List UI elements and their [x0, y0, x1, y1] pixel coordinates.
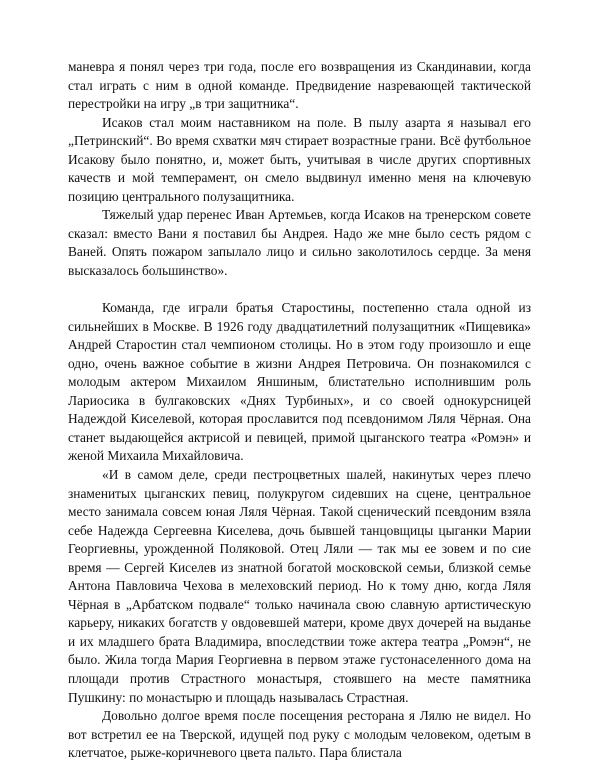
- paragraph-6: Довольно долгое время после посещения ресторана я Лялю не видел. Но вот встретил ее на Тверской, идущей под руку с молодым человеком, одетым в клетчатое, рыже-коричневого цвета пальто. Пара блистала: [68, 708, 531, 761]
- paragraph-2: Исаков стал моим наставником на поле. В пылу азарта я называл его „Петринский“. Во время схватки мяч стирает возрастные грани. Всё футбольное Исакову было понятно, и, может быть, учитывая в числе других спортивных качеств и мой темперамент, он смело выдвинул именно меня на ключевую позицию центрального полузащитника.: [68, 114, 531, 204]
- document-page: [68, 58, 531, 763]
- paragraph-3: Тяжелый удар перенес Иван Артемьев, когда Исаков на тренерском совете сказал: вместо Вани я поставил бы Андрея. Надо же мне было сесть рядом с Ваней. Опять пожаром запылало лицо и сильно заколотилось сердце. За меня высказалось большинство».: [68, 207, 531, 279]
- paragraph-4: Команда, где играли братья Старостины, постепенно стала одной из сильнейших в Москве. В 1926 году двадцатилетний полузащитник «Пищевика» Андрей Старостин стал чемпионом столицы. Но в этом году произошло и еще одно, очень важное событие в жизни Андрея Петровича. Он познакомился с молодым актером Михаилом Яншиным, блистательно исполнившим роль Лариосика в булгаковских «Днях Турбиных», и со своей однокурсницей Надеждой Киселевой, которая прославится под псевдонимом Ляля Чёрная. Она станет выдающейся актрисой и певицей, примой цыганского театра «Ромэн» и женой Михаила Михайловича.: [68, 300, 531, 464]
- paragraph-5: «И в самом деле, среди пестроцветных шалей, накинутых через плечо знаменитых цыганских певиц, полукругом сидевших на сцене, центральное место занимала совсем юная Ляля Чёрная. Такой сценический псевдоним взяла себе Надежда Сергеевна Киселева, дочь бывшей танцовщицы цыганки Марии Георгиевны, урожденной Поляковой. Отец Ляли — так мы ее зовем и по сие время — Сергей Киселев из знатной богатой московской семьи, близкой семье Антона Павловича Чехова в мелеховский период. Но к тому дню, когда Ляля Чёрная в „Арбатском подвале“ только начинала свою славную артистическую карьеру, никаких богатств у овдовевшей матери, кроме двух дочерей на выданье и их младшего брата Владимира, впоследствии тоже актера театра „Ромэн“, не было. Жила тогда Мария Георгиевна в первом этаже густонаселенного дома на площади против Страстного монастыря, стоявшего на месте памятника Пушкину: по монастырю и площадь называлась Страстная.: [68, 466, 531, 705]
- paragraph-1: маневра я понял через три года, после его возвращения из Скандинавии, когда стал играть с ним в одной команде. Предвидение назревающей тактической перестройки на игру „в три защитника“.: [68, 59, 531, 112]
- section-spacer: [68, 281, 531, 300]
